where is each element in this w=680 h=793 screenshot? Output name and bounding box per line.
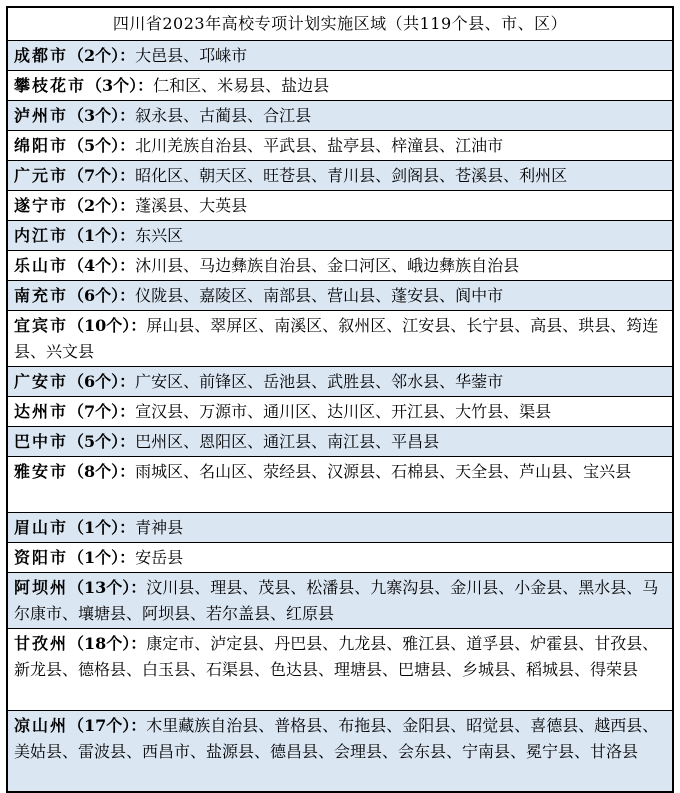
county-count: （5个）： (68, 136, 136, 155)
table-row-aba (8, 573, 674, 629)
county-count: （7个）： (68, 166, 136, 185)
area-list: 仪陇县、嘉陵区、南部县、营山县、蓬安县、阆中市 (135, 286, 504, 305)
city-name: 南充市 (14, 286, 69, 305)
city-name: 绵阳市 (14, 136, 69, 155)
area-list: 北川羌族自治县、平武县、盐亭县、梓潼县、江油市 (135, 136, 504, 155)
table-row-yaan (8, 457, 674, 513)
area-list: 东兴区 (135, 226, 184, 245)
table-row-nanchong (8, 281, 674, 311)
city-name: 达州市 (14, 402, 69, 421)
city-name: 遂宁市 (14, 196, 69, 215)
table-row-mianyang (8, 131, 674, 161)
table-row-yibin (8, 311, 674, 367)
area-list: 昭化区、朝天区、旺苍县、青川县、剑阁县、苍溪县、利州区 (135, 166, 568, 185)
city-name: 泸州市 (14, 106, 69, 125)
area-list: 康定市、泸定县、丹巴县、九龙县、雅江县、道孚县、炉霍县、甘孜县、新龙县、德格县、白玉县、石渠县、色达县、理塘县、巴塘县、乡城县、稻城县、得荣县 (14, 634, 659, 679)
county-count: （17个）： (68, 716, 147, 735)
area-list: 仁和区、米易县、盐边县 (153, 76, 330, 95)
city-name: 雅安市 (14, 462, 69, 481)
area-list: 宣汉县、万源市、通川区、达川区、开江县、大竹县、渠县 (135, 402, 552, 421)
city-name: 眉山市 (14, 518, 69, 537)
area-list: 大邑县、邛崃市 (135, 46, 248, 65)
county-count: （13个）： (68, 578, 147, 597)
city-name: 成都市 (14, 46, 69, 65)
area-list: 沐川县、马边彝族自治县、金口河区、峨边彝族自治县 (135, 256, 520, 275)
county-count: （3个）： (68, 106, 136, 125)
county-count: （4个）： (68, 256, 136, 275)
county-count: （18个）： (68, 634, 147, 653)
city-name: 阿坝州 (14, 578, 69, 597)
area-list: 屏山县、翠屏区、南溪区、叙州区、江安县、长宁县、高县、珙县、筠连县、兴文县 (14, 316, 659, 361)
area-list: 雨城区、名山区、荥经县、汉源县、石棉县、天全县、芦山县、宝兴县 (135, 462, 632, 481)
area-list: 青神县 (135, 518, 184, 537)
table-row-guangyuan (8, 161, 674, 191)
city-name: 凉山州 (14, 716, 69, 735)
county-count: （3个）： (86, 76, 154, 95)
city-name: 宜宾市 (14, 316, 69, 335)
city-name: 攀枝花市 (14, 76, 87, 95)
county-count: （1个）： (68, 518, 136, 537)
table-title: 四川省2023年高校专项计划实施区域（共119个县、市、区） (8, 8, 674, 41)
area-list: 广安区、前锋区、岳池县、武胜县、邻水县、华蓥市 (135, 372, 504, 391)
table-row-panzhihua (8, 71, 674, 101)
area-list: 蓬溪县、大英县 (135, 196, 248, 215)
area-list: 巴州区、恩阳区、通江县、南江县、平昌县 (135, 432, 440, 451)
county-count: （2个）： (68, 46, 136, 65)
county-count: （10个）： (68, 316, 147, 335)
table-row-guangan (8, 367, 674, 397)
area-list: 安岳县 (135, 548, 184, 567)
table-row-chengdu (8, 41, 674, 71)
area-list: 木里藏族自治县、普格县、布拖县、金阳县、昭觉县、喜德县、越西县、美姑县、雷波县、西昌市、盐源县、德昌县、会理县、会东县、宁南县、冕宁县、甘洛县 (14, 716, 659, 761)
table-row-dazhou (8, 397, 674, 427)
region-table (6, 6, 674, 793)
county-count: （8个）： (68, 462, 136, 481)
county-count: （5个）： (68, 432, 136, 451)
table-row-ganzi (8, 629, 674, 711)
table-row-meishan (8, 513, 674, 543)
county-count: （7个）： (68, 402, 136, 421)
city-name: 内江市 (14, 226, 69, 245)
table-row-luzhou (8, 101, 674, 131)
county-count: （2个）： (68, 196, 136, 215)
city-name: 广安市 (14, 372, 69, 391)
county-count: （6个）： (68, 286, 136, 305)
city-name: 资阳市 (14, 548, 69, 567)
table-row-neijiang (8, 221, 674, 251)
city-name: 广元市 (14, 166, 69, 185)
area-list: 汶川县、理县、茂县、松潘县、九寨沟县、金川县、小金县、黑水县、马尔康市、壤塘县、阿坝县、若尔盖县、红原县 (14, 578, 659, 623)
city-name: 甘孜州 (14, 634, 69, 653)
county-count: （6个）： (68, 372, 136, 391)
city-name: 巴中市 (14, 432, 69, 451)
city-name: 乐山市 (14, 256, 69, 275)
county-count: （1个）： (68, 226, 136, 245)
area-list: 叙永县、古蔺县、合江县 (135, 106, 312, 125)
table-row-suining (8, 191, 674, 221)
table-row-bazhong (8, 427, 674, 457)
table-row-leshan (8, 251, 674, 281)
county-count: （1个）： (68, 548, 136, 567)
table-row-ziyang (8, 543, 674, 573)
